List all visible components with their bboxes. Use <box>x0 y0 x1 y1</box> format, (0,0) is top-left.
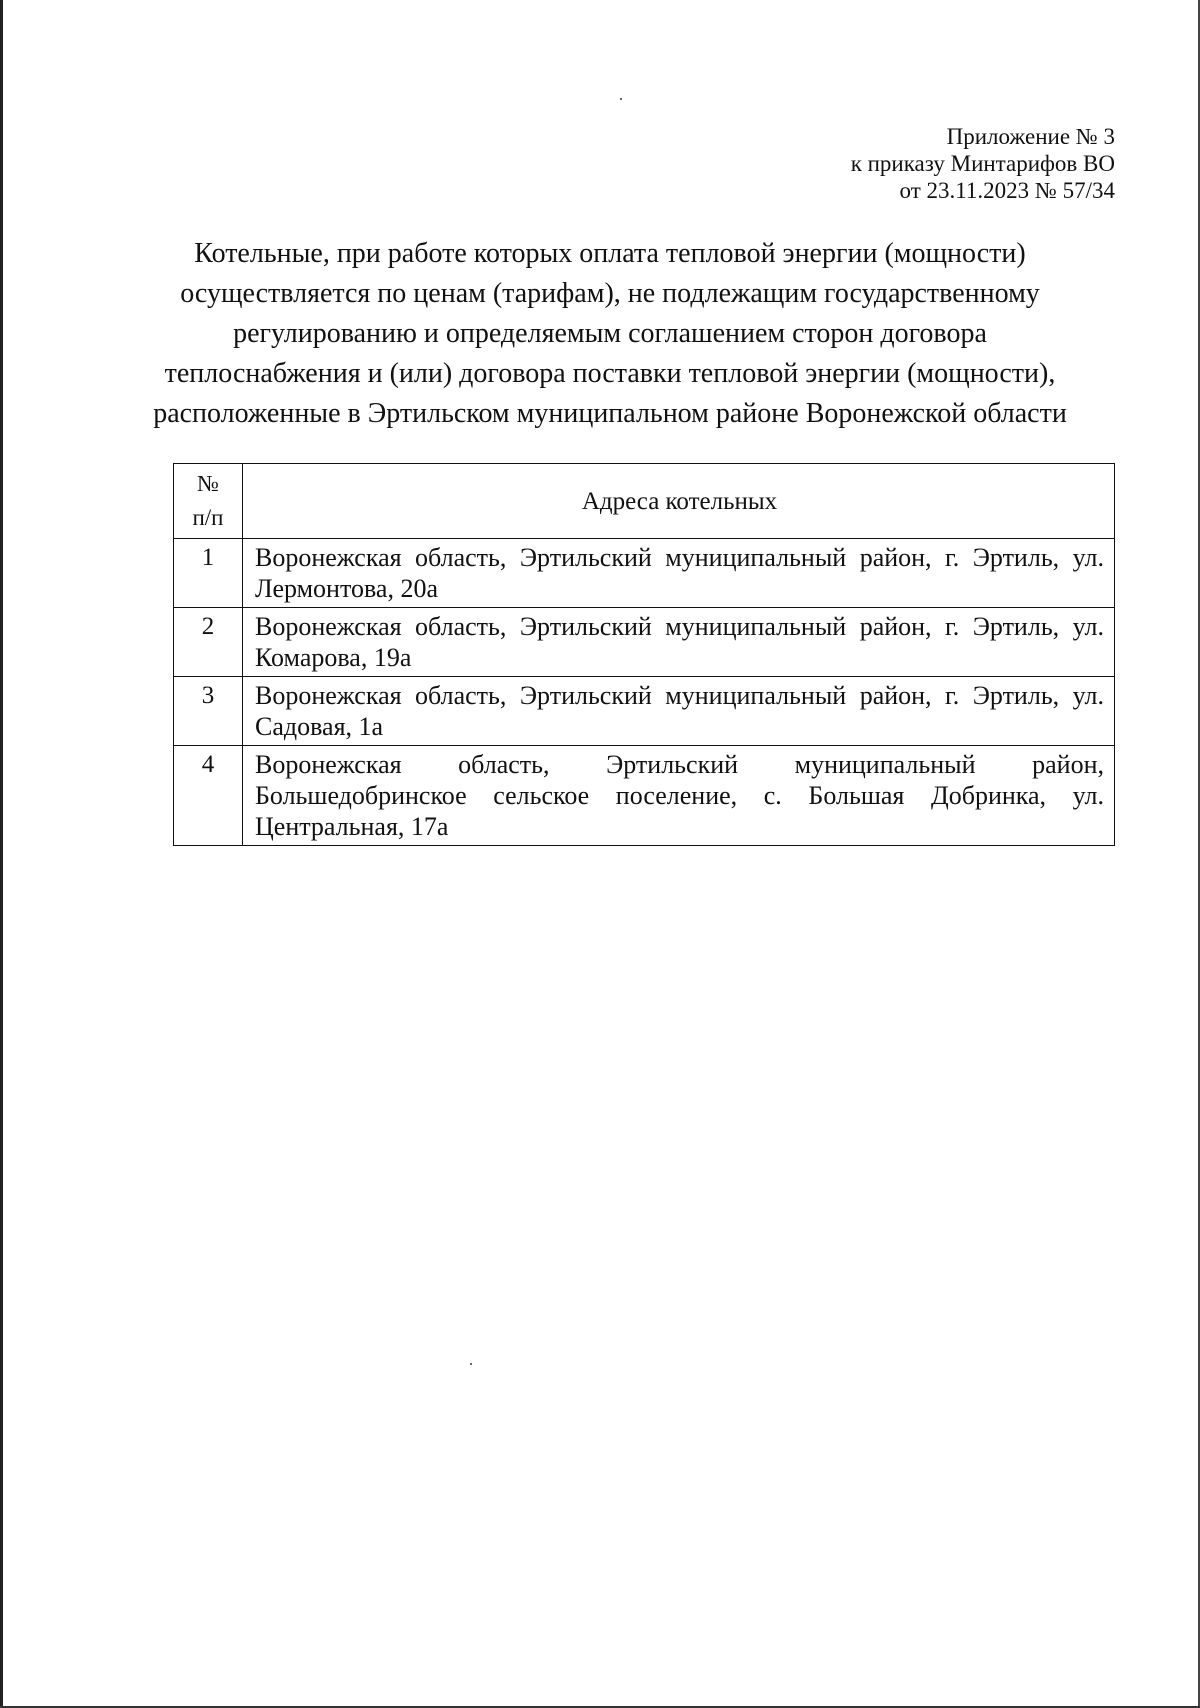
appendix-reference <box>851 123 1115 204</box>
row-address: Воронежская область, Эртильский муниципальный район, Большедобринское сельское поселение, с. Большая Добринка, ул. Центральная, 17а <box>243 746 1115 846</box>
row-number: 2 <box>174 608 243 677</box>
appendix-order: к приказу Минтарифов ВО <box>850 151 1115 176</box>
title-line: регулированию и определяемым соглашением сторон договора <box>233 318 987 349</box>
title-line: Котельные, при работе которых оплата тепловой энергии (мощности) <box>194 238 1026 269</box>
scan-speck <box>470 1363 472 1365</box>
title-line: расположенные в Эртильском муниципальном районе Воронежской области <box>153 398 1067 429</box>
appendix-number: Приложение № 3 <box>946 124 1115 149</box>
row-number: 4 <box>174 746 243 846</box>
scan-speck <box>620 98 622 100</box>
table-row <box>174 608 1115 677</box>
scan-edge-left <box>0 0 3 1708</box>
table-row <box>174 539 1115 608</box>
table-row <box>174 677 1115 746</box>
document-title <box>150 234 1070 434</box>
table-header-row <box>174 464 1115 539</box>
header-number <box>174 464 243 539</box>
row-address: Воронежская область, Эртильский муниципальный район, г. Эртиль, ул. Комарова, 19а <box>243 608 1115 677</box>
boiler-address-table <box>173 463 1115 846</box>
row-address: Воронежская область, Эртильский муниципальный район, г. Эртиль, ул. Садовая, 1а <box>243 677 1115 746</box>
title-line: осуществляется по ценам (тарифам), не подлежащим государственному <box>180 278 1040 309</box>
header-address: Адреса котельных <box>243 464 1115 539</box>
appendix-date: от 23.11.2023 № 57/34 <box>899 178 1115 203</box>
header-number-abbr: п/п <box>192 505 224 530</box>
header-number-sign: № <box>197 471 219 496</box>
row-number: 1 <box>174 539 243 608</box>
table-row <box>174 746 1115 846</box>
row-number: 3 <box>174 677 243 746</box>
row-address: Воронежская область, Эртильский муниципальный район, г. Эртиль, ул. Лермонтова, 20а <box>243 539 1115 608</box>
title-line: теплоснабжения и (или) договора поставки тепловой энергии (мощности), <box>164 358 1056 389</box>
